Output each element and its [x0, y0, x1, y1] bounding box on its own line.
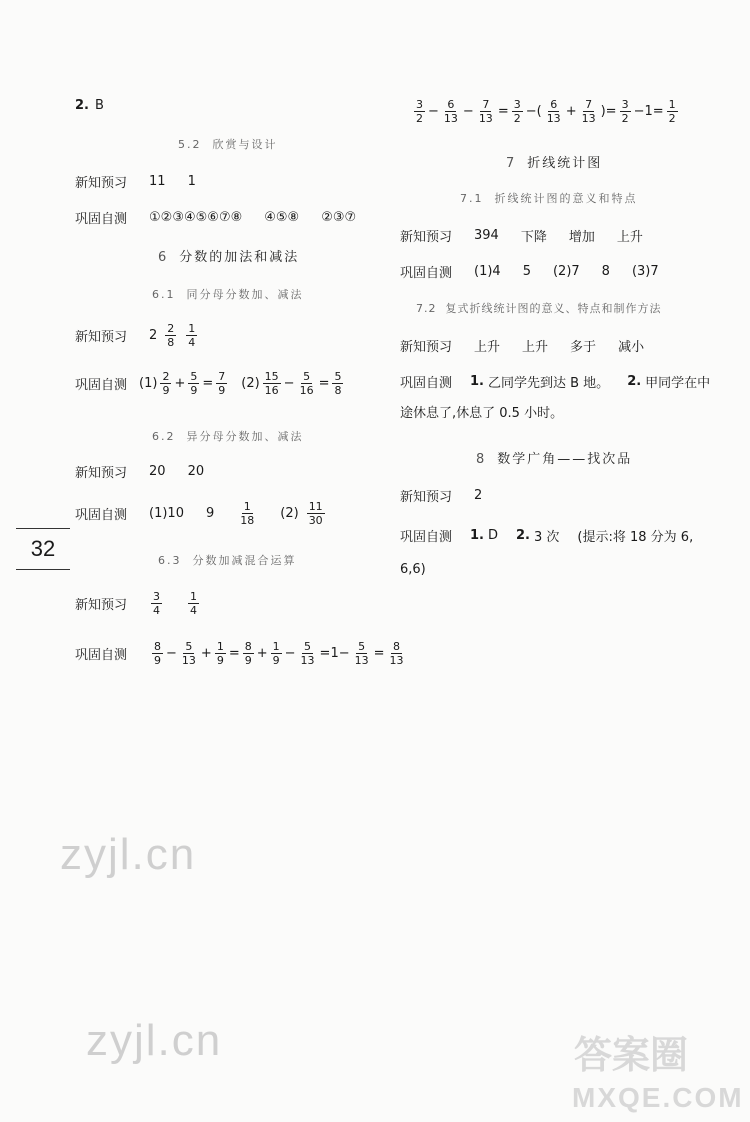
section-7-1-heading: 7.1 折线统计图的意义和特点	[460, 192, 638, 205]
fraction: $\frac{5}{13}$	[300, 640, 315, 667]
s61-test: 巩固自测 (1) $\frac{2}{9}$ + $\frac{5}{9}$ = $\frac{7}{9}$ (2) $\frac{15}{16}$ − $\frac{5}{16}$ = $\frac{5}{8}$	[75, 370, 342, 397]
section-6-3-heading: 6.3 分数加减混合运算	[158, 554, 297, 567]
fraction: $\frac{3}{4}$	[153, 590, 161, 617]
fraction: $\frac{2}{9}$	[162, 370, 170, 397]
section-6-1-heading: 6.1 同分母分数加、减法	[152, 288, 304, 301]
fraction: $\frac{8}{9}$	[154, 640, 162, 667]
s52-preview: 新知预习 11 1	[75, 174, 196, 191]
fraction: $\frac{1}{9}$	[216, 640, 224, 667]
fraction: $\frac{1}{18}$	[240, 500, 255, 527]
fraction: $\frac{1}{9}$	[272, 640, 280, 667]
s72-test-line1: 巩固自测 1. 乙同学先到达 B 地。 2. 甲同学在中	[400, 374, 711, 391]
fraction: $\frac{7}{9}$	[218, 370, 226, 397]
watermark-daanquan: 答案圈	[574, 1035, 689, 1077]
fraction: $\frac{1}{4}$	[190, 590, 198, 617]
fraction: $\frac{1}{4}$	[188, 322, 196, 349]
fraction: $\frac{3}{2}$	[513, 98, 521, 125]
section-5-2-heading: 5.2 欣赏与设计	[178, 138, 278, 151]
fraction: $\frac{3}{2}$	[621, 98, 629, 125]
fraction: $\frac{7}{13}$	[581, 98, 596, 125]
fraction: $\frac{5}{13}$	[181, 640, 196, 667]
fraction: $\frac{2}{8}$	[167, 322, 175, 349]
fraction: $\frac{8}{9}$	[244, 640, 252, 667]
s63-test: 巩固自测 $\frac{8}{9}$ − $\frac{5}{13}$ + $\frac{1}{9}$ = $\frac{8}{9}$ + $\frac{1}{9}$ − $\frac{5}{13}$ =1− $\frac{5}{13}$ = $\frac{8}{13}$	[75, 640, 404, 667]
fraction: $\frac{15}{16}$	[264, 370, 279, 397]
fraction: $\frac{3}{2}$	[416, 98, 423, 125]
fraction: $\frac{11}{30}$	[308, 500, 323, 527]
watermark-zyjl-1: zyjl.cn	[60, 830, 197, 879]
top-equation: $\frac{3}{2}$ − $\frac{6}{13}$ − $\frac{7}{13}$ = $\frac{3}{2}$ −( $\frac{6}{13}$ + $\frac{7}{13}$ )= $\frac{3}{2}$ −1= $\frac{1}{2}$	[416, 98, 676, 125]
section-6-2-heading: 6.2 异分母分数加、减法	[152, 430, 304, 443]
s8-test-line1: 巩固自测 1. D 2. 3 次 (提示:将 18 分为 6,	[400, 528, 694, 545]
fraction: $\frac{7}{13}$	[478, 98, 493, 125]
s71-preview: 新知预习 394 下降 增加 上升	[400, 228, 643, 245]
fraction: $\frac{5}{13}$	[354, 640, 369, 667]
s8-preview: 新知预习 2	[400, 488, 483, 505]
s62-test: 巩固自测 (1)10 9 $\frac{1}{18}$ (2) $\frac{11}{30}$	[75, 500, 323, 527]
chapter-7-heading: 7 折线统计图	[506, 156, 603, 171]
s63-preview: 新知预习 $\frac{3}{4}$ $\frac{1}{4}$	[75, 590, 198, 617]
page-number: 32	[16, 528, 70, 570]
chapter-8-heading: 8 数学广角——找次品	[476, 452, 633, 467]
s72-test-line2: 途休息了,休息了 0.5 小时。	[400, 406, 564, 421]
watermark-zyjl-2: zyjl.cn	[86, 1016, 223, 1065]
fraction: $\frac{5}{9}$	[190, 370, 198, 397]
s62-preview: 新知预习 20 20	[75, 464, 205, 481]
s8-test-line2: 6,6)	[400, 562, 426, 577]
fraction: $\frac{6}{13}$	[443, 98, 458, 125]
watermark-mxqe: MXQE.COM	[572, 1082, 744, 1113]
s52-test: 巩固自测 ①②③④⑤⑥⑦⑧ ④⑤⑧ ②③⑦	[75, 210, 357, 227]
fraction: $\frac{6}{13}$	[546, 98, 561, 125]
item-2: 2. B	[75, 98, 104, 113]
fraction: $\frac{8}{13}$	[389, 640, 404, 667]
s71-test: 巩固自测 (1)4 5 (2)7 8 (3)7	[400, 264, 659, 281]
s61-preview: 新知预习 2 $\frac{2}{8}$ $\frac{1}{4}$	[75, 322, 196, 349]
s72-preview: 新知预习 上升 上升 多于 减小	[400, 340, 645, 355]
fraction: $\frac{5}{8}$	[334, 370, 342, 397]
chapter-6-heading: 6 分数的加法和减法	[158, 250, 300, 265]
fraction: $\frac{1}{2}$	[668, 98, 676, 125]
fraction: $\frac{5}{16}$	[299, 370, 314, 397]
section-7-2-heading: 7.2 复式折线统计图的意义、特点和制作方法	[416, 302, 662, 315]
